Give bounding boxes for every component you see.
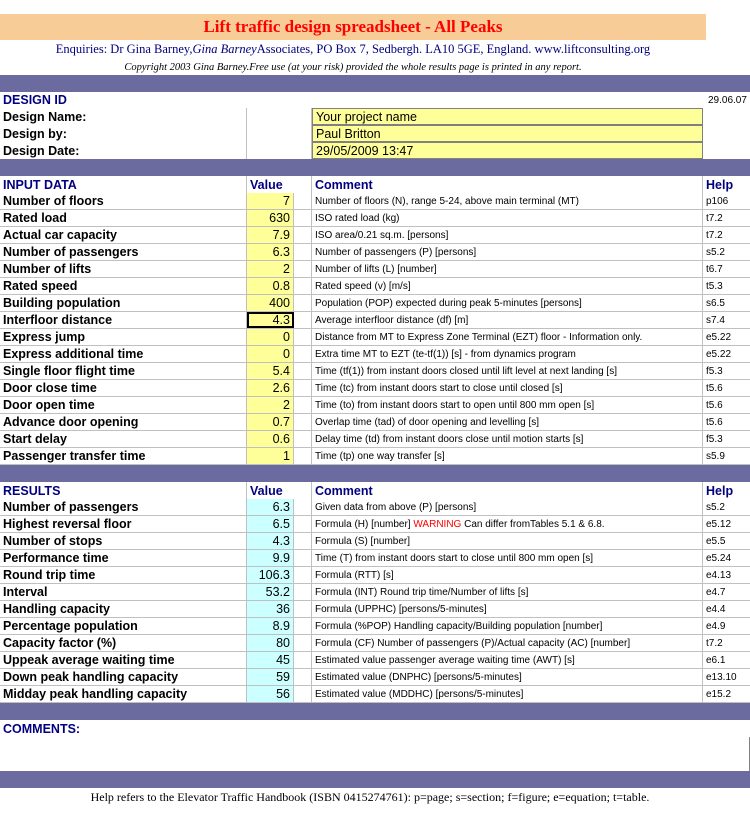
results-label: Round trip time [0,567,247,583]
input-help-ref: f5.3 [706,365,723,377]
comments-heading-row [0,720,750,737]
results-row [0,533,750,550]
input-label: Number of lifts [0,261,247,277]
input-spacer-cell [294,227,312,243]
results-comment: Formula (RTT) [s] [312,567,703,583]
results-spacer-cell [294,516,312,532]
input-label: Passenger transfer time [0,448,247,464]
design-gap-cell [247,142,312,159]
input-label: Start delay [0,431,247,447]
results-help-ref: e5.24 [706,552,732,564]
input-heading: INPUT DATA [0,176,247,193]
results-value-cell: 6.3 [247,499,294,515]
input-help-ref: s6.5 [706,297,725,309]
results-row [0,618,750,635]
input-label: Door open time [0,397,247,413]
enquiries-row [0,40,750,59]
input-value-cell[interactable]: 0.7 [247,414,294,430]
results-heading: RESULTS [0,482,247,499]
design-value-field[interactable]: Your project name [312,108,703,125]
comments-area[interactable] [0,737,750,771]
input-comment: Average interfloor distance (df) [m] [312,312,703,328]
results-label: Interval [0,584,247,600]
results-value-cell: 80 [247,635,294,651]
input-spacer-cell [294,448,312,464]
input-label: Door close time [0,380,247,396]
divider-band [0,465,750,482]
results-label: Handling capacity [0,601,247,617]
results-help-ref: e5.5 [706,535,726,547]
design-value-field[interactable]: Paul Britton [312,125,703,142]
input-comment: Distance from MT to Express Zone Terminal (EZT) floor - Information only. [312,329,703,345]
results-row [0,601,750,618]
input-comment: Time (tf(1)) from instant doors closed until lift level at next landing [s] [312,363,703,379]
results-row [0,567,750,584]
comment-text-after: Can differ fromTables 5.1 & 6.8. [461,518,605,530]
input-comment: Delay time (td) from instant doors close until motion starts [s] [312,431,703,447]
input-value-cell[interactable]: 0.8 [247,278,294,294]
results-value-cell: 4.3 [247,533,294,549]
input-row [0,448,750,465]
input-help-ref: t5.6 [706,399,723,411]
results-spacer-cell [294,652,312,668]
results-label: Percentage population [0,618,247,634]
enquiries-italic: Gina Barney [192,42,257,56]
results-value-cell: 8.9 [247,618,294,634]
input-value-cell[interactable]: 6.3 [247,244,294,260]
input-help-ref: t7.2 [706,212,723,224]
results-spacer-cell [294,499,312,515]
comment-text: Formula (H) [number] [315,518,414,530]
input-comment: Rated speed (v) [m/s] [312,278,703,294]
design-heading: DESIGN ID [3,93,67,107]
comments-heading: COMMENTS: [3,721,81,736]
copyright-row [0,59,750,75]
input-value-cell[interactable]: 2.6 [247,380,294,396]
input-comment: ISO area/0.21 sq.m. [persons] [312,227,703,243]
enquiries-prefix: Enquiries: Dr Gina Barney, [55,42,193,56]
design-heading-row [0,92,750,108]
input-spacer-cell [294,380,312,396]
results-comment: Estimated value passenger average waiting time (AWT) [s] [312,652,703,668]
results-row [0,584,750,601]
input-label: Building population [0,295,247,311]
input-label: Number of floors [0,193,247,209]
input-row [0,346,750,363]
input-row [0,227,750,244]
input-spacer-cell [294,346,312,362]
results-spacer-cell [294,550,312,566]
input-label: Interfloor distance [0,312,247,328]
design-row [0,142,750,159]
input-value-cell[interactable]: 4.3 [247,312,294,328]
results-label: Midday peak handling capacity [0,686,247,702]
results-help-ref: t7.2 [706,637,723,649]
results-help-ref: e5.12 [706,518,732,530]
input-help-ref: t5.6 [706,416,723,428]
results-comment: Formula (INT) Round trip time/Number of lifts [s] [312,584,703,600]
results-spacer-cell [294,584,312,600]
divider-band [0,159,750,176]
input-comment: Number of lifts (L) [number] [312,261,703,277]
divider-band [0,703,750,720]
input-row [0,329,750,346]
input-spacer-cell [294,210,312,226]
comment-header: Comment [312,176,703,193]
input-row [0,193,750,210]
results-value-cell: 106.3 [247,567,294,583]
results-comment: Estimated value (DNPHC) [persons/5-minutes] [312,669,703,685]
design-row [0,125,750,142]
input-row [0,295,750,312]
results-label: Uppeak average waiting time [0,652,247,668]
input-label: Advance door opening [0,414,247,430]
results-spacer-cell [294,686,312,702]
results-row [0,686,750,703]
results-value-cell: 9.9 [247,550,294,566]
results-label: Number of passengers [0,499,247,515]
results-spacer-cell [294,601,312,617]
results-comment: Formula (%POP) Handling capacity/Building population [number] [312,618,703,634]
input-help-ref: p106 [706,195,729,207]
input-help-ref: t7.2 [706,229,723,241]
input-spacer-cell [294,397,312,413]
results-spacer-cell [294,567,312,583]
results-row [0,516,750,533]
results-help-ref: e4.9 [706,620,726,632]
input-value-cell[interactable]: 7.9 [247,227,294,243]
footer-note: Help refers to the Elevator Traffic Handbook (ISBN 0415274761): p=page; s=section; f=figure; e=equation; t=table. [90,790,650,804]
results-label: Highest reversal floor [0,516,247,532]
results-value-cell: 45 [247,652,294,668]
input-value-cell[interactable]: 7 [247,193,294,209]
input-spacer-cell [294,193,312,209]
input-spacer-cell [294,295,312,311]
results-row [0,635,750,652]
results-help-ref: e15.2 [706,688,732,700]
input-row [0,380,750,397]
input-value-cell[interactable]: 5.4 [247,363,294,379]
input-value-cell[interactable]: 2 [247,397,294,413]
design-row [0,108,750,125]
results-comment: Formula (UPPHC) [persons/5-minutes] [312,601,703,617]
input-row [0,210,750,227]
help-header: Help [706,177,734,192]
results-heading-row [0,482,750,499]
input-comment: Number of passengers (P) [persons] [312,244,703,260]
results-help-ref: e13.10 [706,671,737,683]
input-value-cell[interactable]: 0 [247,329,294,345]
results-row [0,499,750,516]
comment-header: Comment [312,482,703,499]
input-row [0,431,750,448]
input-label: Express additional time [0,346,247,362]
input-row [0,363,750,380]
design-gap-cell [247,108,312,125]
results-value-cell: 56 [247,686,294,702]
results-label: Down peak handling capacity [0,669,247,685]
input-label: Rated speed [0,278,247,294]
title-row [0,14,750,40]
value-header: Value [247,482,312,499]
input-comment: Time (tp) one way transfer [s] [312,448,703,464]
results-label: Number of stops [0,533,247,549]
design-label: Design Date: [0,142,247,159]
input-value-cell[interactable]: 400 [247,295,294,311]
input-spacer-cell [294,414,312,430]
input-help-ref: e5.22 [706,348,732,360]
input-row [0,261,750,278]
copyright-text: Copyright 2003 Gina Barney.Free use (at your risk) provided the whole results page is printed in any report. [124,61,582,73]
input-help-ref: e5.22 [706,331,732,343]
results-spacer-cell [294,533,312,549]
input-label: Actual car capacity [0,227,247,243]
results-help-ref: e4.13 [706,569,732,581]
results-label: Capacity factor (%) [0,635,247,651]
results-value-cell: 53.2 [247,584,294,600]
input-comment: Overlap time (tad) of door opening and levelling [s] [312,414,703,430]
input-help-ref: s5.9 [706,450,725,462]
input-help-ref: s7.4 [706,314,725,326]
input-spacer-cell [294,244,312,260]
input-spacer-cell [294,431,312,447]
input-value-cell[interactable]: 0.6 [247,431,294,447]
results-comment: Formula (S) [number] [312,533,703,549]
help-header: Help [706,483,734,498]
design-label: Design Name: [0,108,247,125]
input-label: Number of passengers [0,244,247,260]
input-label: Single floor flight time [0,363,247,379]
results-help-ref: s5.2 [706,501,725,513]
design-label: Design by: [0,125,247,142]
results-comment: Time (T) from instant doors start to close until 800 mm open [s] [312,550,703,566]
results-row [0,669,750,686]
results-help-ref: e4.7 [706,586,726,598]
input-help-ref: t5.6 [706,382,723,394]
results-row [0,550,750,567]
enquiries-text [0,40,706,59]
input-spacer-cell [294,261,312,277]
input-spacer-cell [294,312,312,328]
input-comment: Time (tc) from instant doors start to close until closed [s] [312,380,703,396]
input-row [0,312,750,329]
value-header: Value [247,176,312,193]
input-help-ref: s5.2 [706,246,725,258]
input-spacer-cell [294,278,312,294]
results-help-ref: e4.4 [706,603,726,615]
input-label: Express jump [0,329,247,345]
results-comment: Given data from above (P) [persons] [312,499,703,515]
input-comment: Population (POP) expected during peak 5-minutes [persons] [312,295,703,311]
results-comment [312,516,703,532]
warning-text: WARNING [413,518,462,530]
footer-row [0,788,750,807]
results-value-cell: 36 [247,601,294,617]
input-comment: ISO rated load (kg) [312,210,703,226]
input-spacer-cell [294,329,312,345]
results-row [0,652,750,669]
results-label: Performance time [0,550,247,566]
input-comment: Time (to) from instant doors start to open until 800 mm open [s] [312,397,703,413]
input-value-cell[interactable]: 2 [247,261,294,277]
input-row [0,397,750,414]
divider-band [0,75,750,92]
input-heading-row [0,176,750,193]
enquiries-suffix: Associates, PO Box 7, Sedbergh. LA10 5GE, England. www.liftconsulting.org [256,42,651,56]
input-row [0,414,750,431]
input-value-cell[interactable]: 1 [247,448,294,464]
results-value-cell: 59 [247,669,294,685]
design-value-field[interactable]: 29/05/2009 13:47 [312,142,703,159]
results-help-ref: e6.1 [706,654,726,666]
results-spacer-cell [294,618,312,634]
input-help-ref: t5.3 [706,280,723,292]
input-spacer-cell [294,363,312,379]
date-stamp: 29.06.07 [708,94,747,106]
results-spacer-cell [294,669,312,685]
results-spacer-cell [294,635,312,651]
results-value-cell: 6.5 [247,516,294,532]
divider-band [0,771,750,788]
input-row [0,244,750,261]
input-value-cell[interactable]: 0 [247,346,294,362]
sheet-title: Lift traffic design spreadsheet - All Peaks [0,14,706,40]
input-row [0,278,750,295]
input-comment: Number of floors (N), range 5-24, above main terminal (MT) [312,193,703,209]
results-comment: Estimated value (MDDHC) [persons/5-minutes] [312,686,703,702]
input-help-ref: f5.3 [706,433,723,445]
input-label: Rated load [0,210,247,226]
results-comment: Formula (CF) Number of passengers (P)/Actual capacity (AC) [number] [312,635,703,651]
input-help-ref: t6.7 [706,263,723,275]
input-value-cell[interactable]: 630 [247,210,294,226]
input-comment: Extra time MT to EZT (te-tf(1)) [s] - from dynamics program [312,346,703,362]
design-gap-cell [247,125,312,142]
